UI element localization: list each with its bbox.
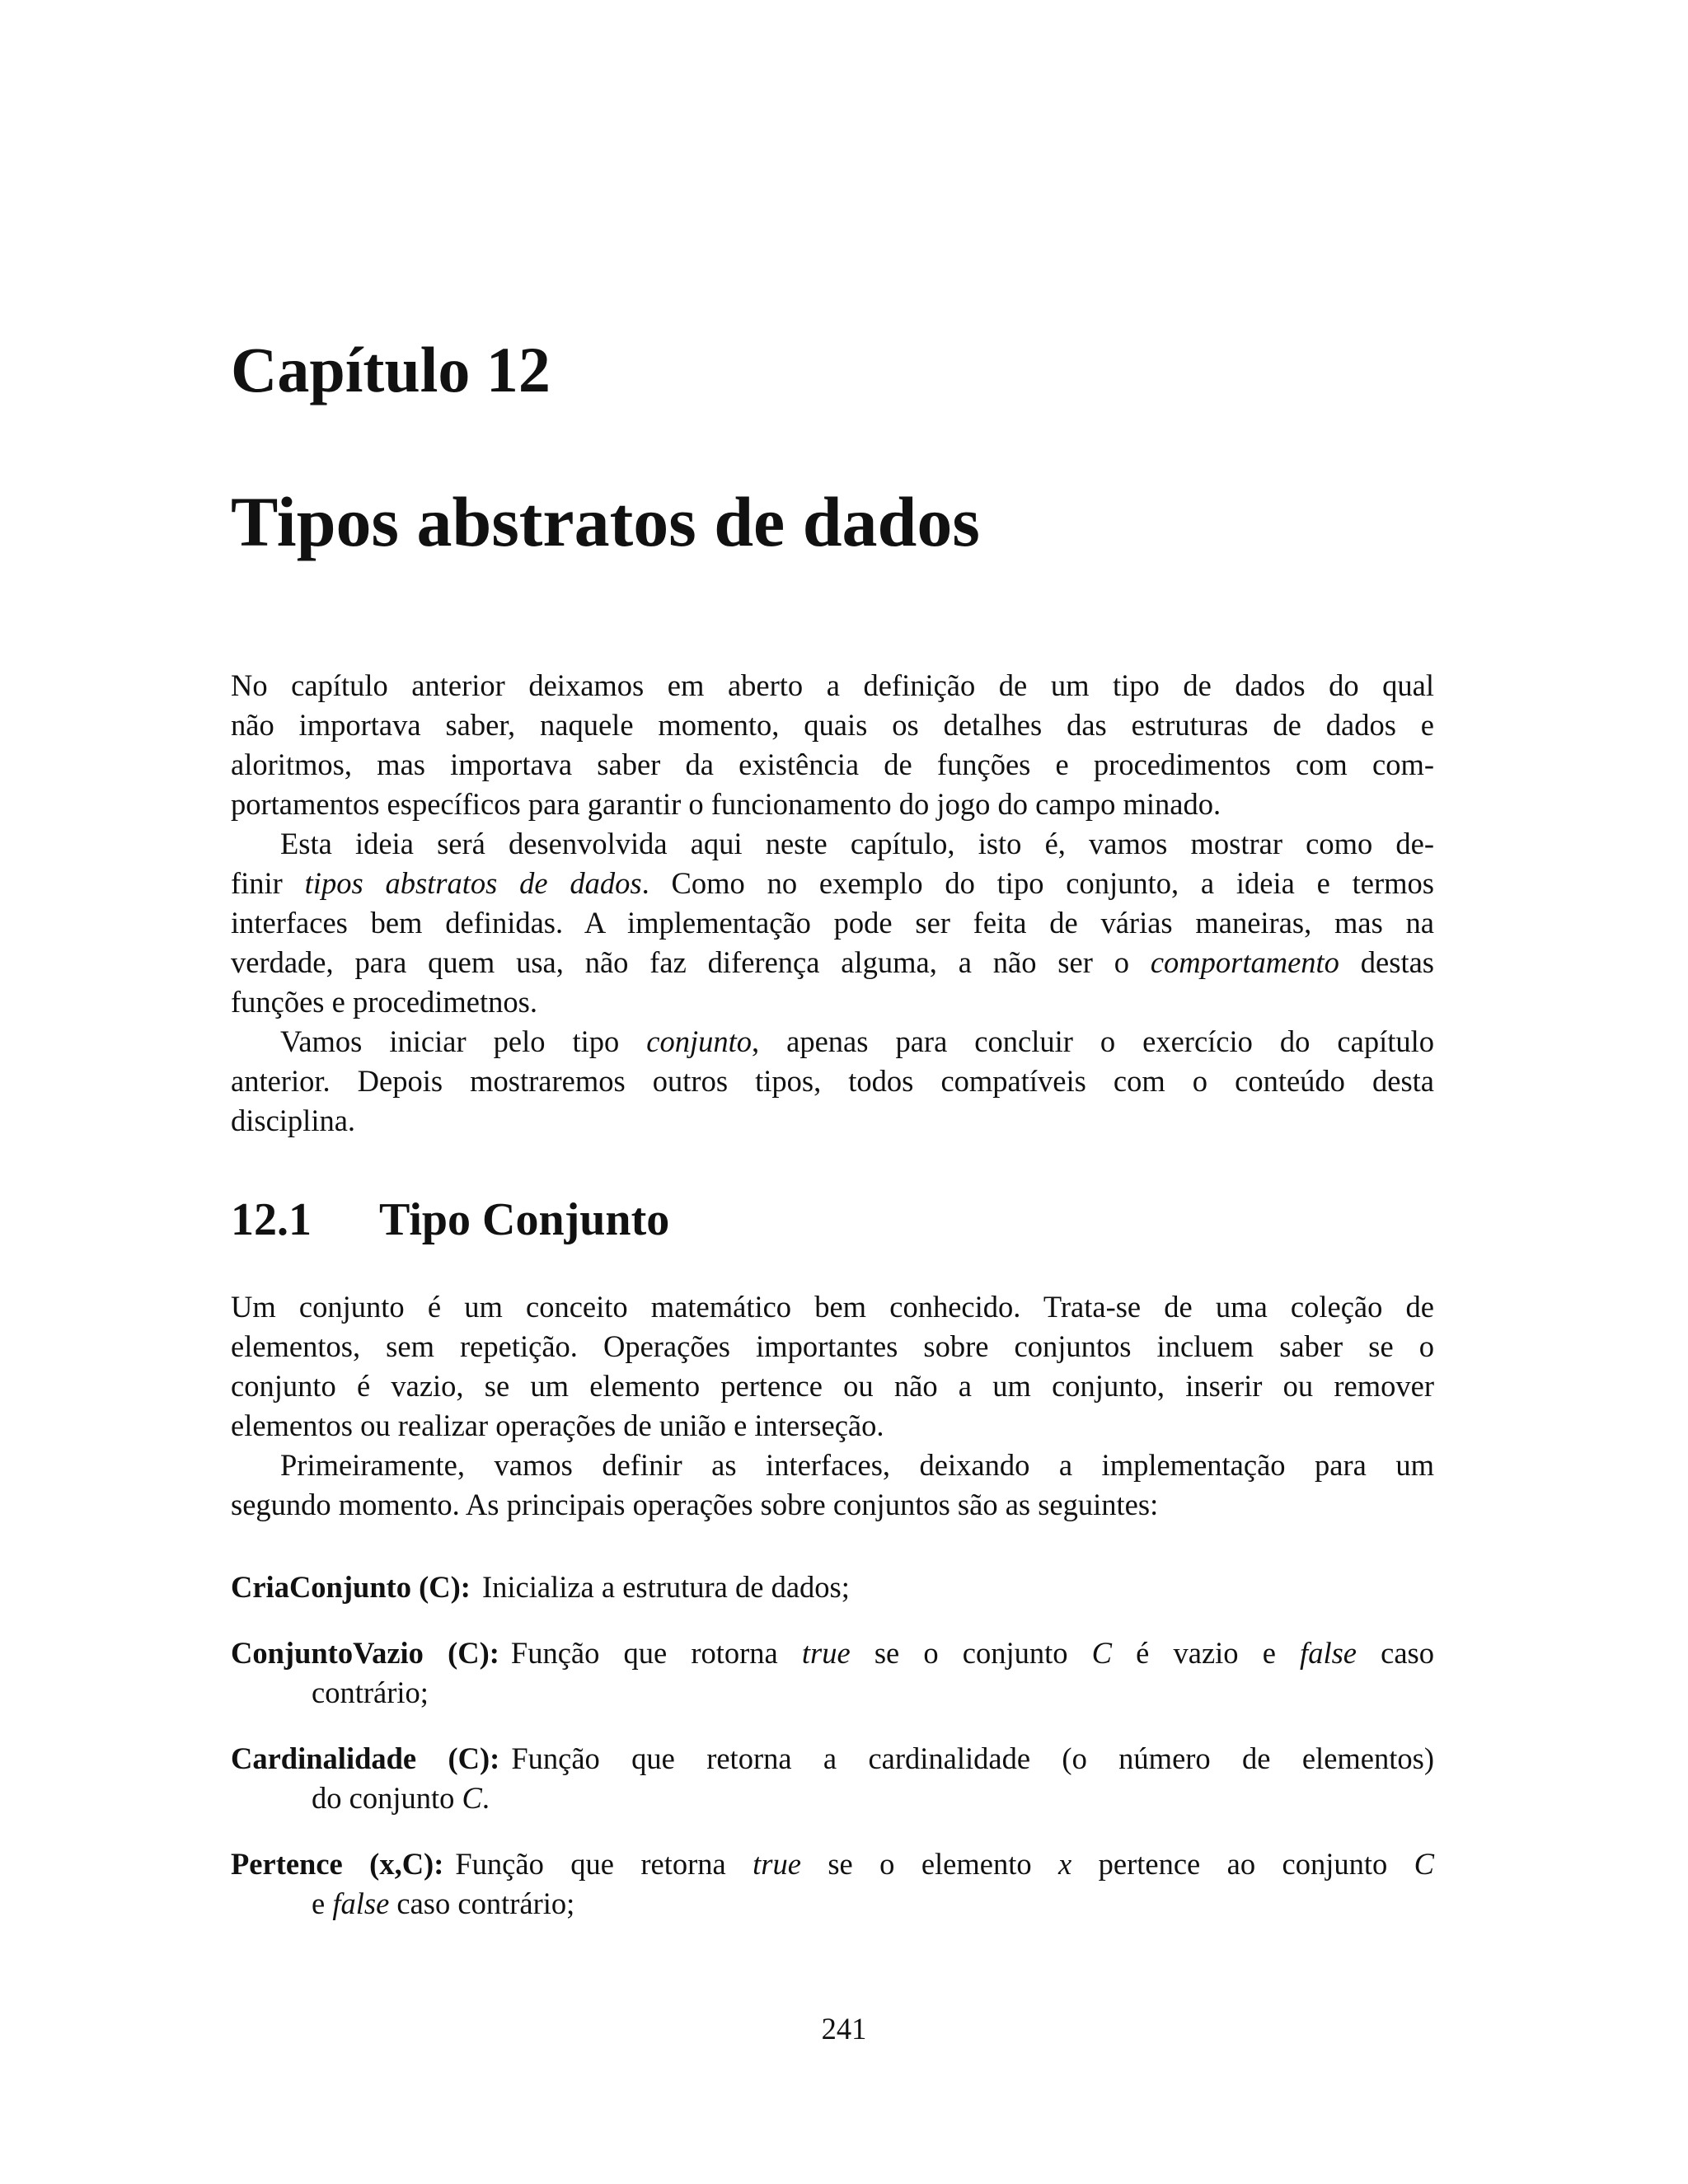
paragraph-line: Esta ideia será desenvolvida aqui neste capítulo, isto é, vamos mostrar como de-: [280, 827, 1434, 860]
intro-text: [231, 666, 1434, 1141]
definition-item: [231, 1844, 1434, 1924]
text-run: caso contrário;: [389, 1886, 575, 1920]
emphasis-text: comportamento: [1150, 945, 1339, 979]
text-run: pertence ao conjunto: [1071, 1847, 1414, 1881]
section-text: [231, 1287, 1434, 1525]
text-run: destas: [1339, 945, 1434, 979]
paragraph-line: portamentos específicos para garantir o funcionamento do jogo do campo minado.: [231, 787, 1221, 821]
definition-continuation: [231, 1779, 1434, 1818]
math-symbol: C: [1414, 1847, 1435, 1881]
paragraph-line: segundo momento. As principais operações sobre conjuntos são as seguintes:: [231, 1488, 1159, 1521]
math-symbol: C: [462, 1781, 482, 1815]
definition-continuation: contrário;: [312, 1675, 429, 1709]
text-run: finir: [231, 866, 305, 900]
math-symbol: x: [1058, 1847, 1072, 1881]
text-run: se o elemento: [800, 1847, 1059, 1881]
text-run: do conjunto: [312, 1781, 462, 1815]
paragraph-line: interfaces bem definidas. A implementação pode ser feita de várias maneiras, mas na: [231, 906, 1434, 940]
definition-term: ConjuntoVazio (C):: [231, 1636, 499, 1670]
text-run: , apenas para concluir o exercício do capítulo: [752, 1024, 1435, 1058]
definition-item: [231, 1568, 1434, 1607]
emphasis-text: true: [753, 1847, 801, 1881]
text-run: .: [481, 1781, 490, 1815]
definition-item: [231, 1739, 1434, 1818]
text-run: Vamos iniciar pelo tipo: [280, 1024, 647, 1058]
paragraph-line: funções e procedimetnos.: [231, 985, 537, 1019]
paragraph-line: elementos, sem repetição. Operações importantes sobre conjuntos incluem saber se o: [231, 1329, 1434, 1363]
emphasis-text: conjunto: [646, 1024, 753, 1058]
section-title: Tipo Conjunto: [379, 1194, 670, 1245]
text-run: verdade, para quem usa, não faz diferença alguma, a não ser o: [231, 945, 1151, 979]
paragraph-line: anterior. Depois mostraremos outros tipos, todos compatíveis com o conteúdo desta: [231, 1064, 1434, 1098]
paragraph-line: [231, 943, 1434, 982]
definition-line: [231, 1739, 1434, 1779]
paragraph-line: conjunto é vazio, se um elemento pertence ou não a um conjunto, inserir ou remover: [231, 1369, 1434, 1403]
section-number: 12.1: [231, 1194, 312, 1245]
paragraph-line: aloritmos, mas importava saber da existência de funções e procedimentos com com-: [231, 748, 1434, 781]
text-run: e: [312, 1886, 333, 1920]
definition-text: Inicializa a estrutura de dados;: [481, 1570, 850, 1604]
text-run: Função que rotorna: [510, 1636, 802, 1670]
emphasis-text: tipos abstratos de dados: [304, 866, 642, 900]
emphasis-text: false: [1300, 1636, 1357, 1670]
page-number: 241: [821, 2012, 867, 2046]
paragraph-line: [231, 1022, 1434, 1062]
text-run: caso: [1356, 1636, 1434, 1670]
emphasis-text: false: [332, 1886, 390, 1920]
text-run: se o conjunto: [850, 1636, 1092, 1670]
math-symbol: C: [1091, 1636, 1113, 1670]
definition-line: [231, 1633, 1434, 1673]
chapter-title: Tipos abstratos de dados: [231, 482, 980, 561]
paragraph-line: [231, 864, 1434, 903]
chapter-label: Capítulo 12: [231, 334, 551, 405]
text-run: . Como no exemplo do tipo conjunto, a ideia e termos: [641, 866, 1435, 900]
paragraph-line: não importava saber, naquele momento, quais os detalhes das estruturas de dados e: [231, 708, 1434, 742]
definition-term: Pertence (x,C):: [231, 1847, 444, 1881]
emphasis-text: true: [801, 1636, 851, 1670]
section-heading: [231, 1194, 670, 1245]
definition-continuation: [231, 1884, 1434, 1924]
definition-term: CriaConjunto (C):: [231, 1570, 471, 1604]
paragraph-line: Um conjunto é um conceito matemático bem conhecido. Trata-se de uma coleção de: [231, 1290, 1434, 1324]
text-run: é vazio e: [1112, 1636, 1301, 1670]
definition-term: Cardinalidade (C):: [231, 1741, 500, 1775]
paragraph-line: disciplina.: [231, 1104, 356, 1137]
paragraph-line: elementos ou realizar operações de união e interseção.: [231, 1408, 884, 1442]
paragraph-line: No capítulo anterior deixamos em aberto a definição de um tipo de dados do qual: [231, 668, 1434, 702]
text-run: Função que retorna: [455, 1847, 753, 1881]
text-run: Função que retorna a cardinalidade (o número de elementos): [511, 1741, 1434, 1775]
definition-line: [231, 1844, 1434, 1884]
paragraph-line: Primeiramente, vamos definir as interfaces, deixando a implementação para um: [280, 1448, 1434, 1482]
definition-item: [231, 1633, 1434, 1713]
